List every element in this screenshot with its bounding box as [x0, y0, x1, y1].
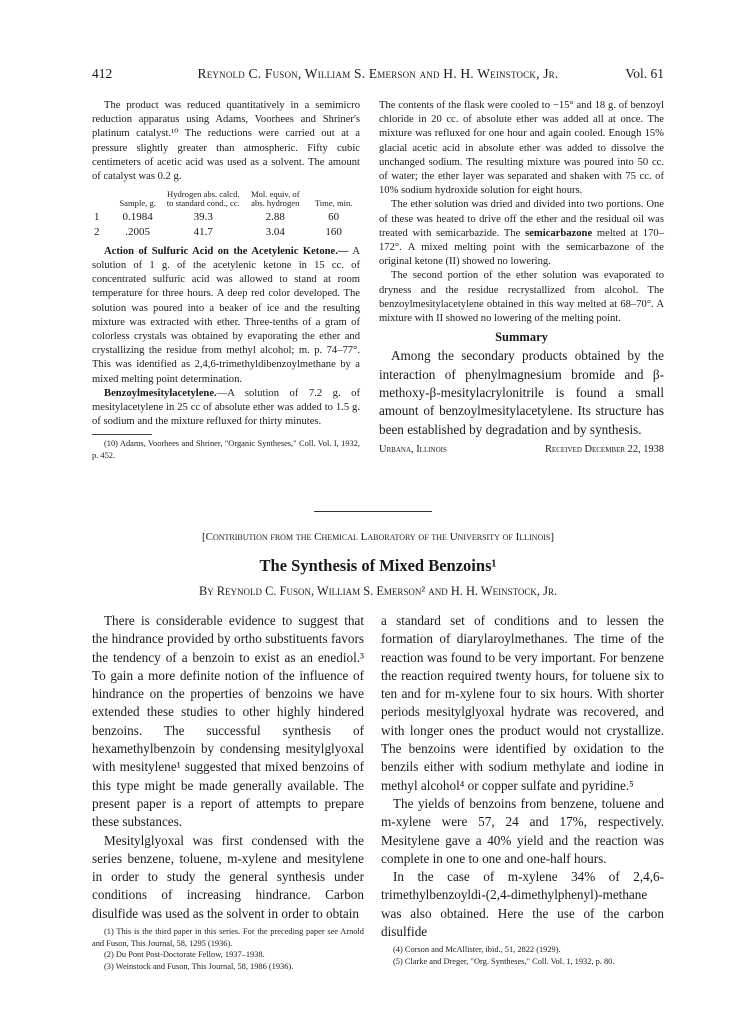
section-heading: Action of Sulfuric Acid on the Acetylenic Ketone.— — [104, 245, 349, 257]
place: Urbana, Illinois — [379, 443, 447, 455]
right-column-bottom — [381, 612, 664, 967]
left-column-top — [92, 99, 360, 461]
paragraph-benzoylmesitylacetylene: Benzoylmesitylacetylene.—A solution of 7.2 g. of mesitylacetylene in 25 cc of absolute ether was added to 1.5 g. of sodium and the mixture refluxed for thirty minutes. — [92, 387, 360, 428]
paragraph-cooling: The contents of the flask were cooled to −15° and 18 g. of benzoyl chloride in 20 cc. of absolute ether was added all at once. The mixture was refluxed for one hour and again cooled. Enough 15% glacial acetic acid in absolute ether was added to dissolve the unchanged sodium. The resulting mixture was poured into 50 cc. of water; the ether layer was separated and shaken with 75 cc. of 10% sodium hydroxide solution for eight hours. — [379, 100, 664, 197]
received-line — [379, 443, 664, 457]
summary-body: Among the secondary products obtained by the interaction of phenylmagnesium bromide and β-methoxy-β-mesitylacrylonitrile is found a small amount of benzoylmesitylacetylene. Its structure has been established by degradation and by synthesis. — [379, 348, 664, 437]
table-cell: 2 — [94, 225, 100, 238]
table-cell: 41.7 — [193, 225, 213, 238]
paragraph-m-xylene: In the case of m-xylene 34% of 2,4,6-trimethylbenzoyldi-(2,4-dimethylphenyl)-methane was also obtained. Here the use of the carbon disulfide — [381, 869, 664, 940]
received-date: Received December 22, 1938 — [545, 443, 664, 455]
table-cell: 1 — [94, 210, 100, 223]
paragraph-conditions: a standard set of conditions and to lessen the formation of diarylaroylmethanes. The time of the reaction was found to be very important. For benzene the reaction required twenty hours, for toluene six to ten and for m-xylene four to six hours. With shorter periods mesitylglyoxal hydrate was recovered, and with longer ones the product would not crystallize. The benzoins were identified by oxidation to the benzils either with sodium methylate and iodine in methyl alcohol⁴ or copper sulfate and pyridine.⁵ — [381, 613, 664, 793]
footnote-4: (4) Corson and McAllister, ibid., 51, 2822 (1929). — [393, 945, 561, 955]
table-cell: 39.3 — [193, 210, 213, 223]
table-cell: 0.1984 — [122, 210, 153, 223]
paragraph-condensation: Mesitylglyoxal was first condensed with the series benzene, toluene, m-xylene and mesitylene in order to study the general synthesis under conditions of increasing hindrance. Carbon disulfide was used as the solvent in order to obtain — [92, 832, 364, 921]
paragraph-introduction: There is considerable evidence to suggest that the hindrance provided by ortho substituents favors the tendency of a benzoin to exist as an enediol.³ To gain a more definite notion of the influence of hindrance on the properties of benzoins we have extended these studies to other highly hindered benzoins. The successful synthesis of hexamethylbenzoin by condensing mesitylglyoxal with mesitylene¹ suggested that mixed benzoins of this type might be made generally available. The present paper is a report of attempts to prepare these substances. — [92, 613, 364, 830]
paragraph-yields: The yields of benzoins from benzene, toluene and m-xylene were 57, 24 and 17%, respectively. Mesitylene gave a 40% yield and the reaction was complete in one to one and one-half hours. — [381, 795, 664, 866]
table-header-time: Time, min. — [314, 198, 353, 209]
contribution-line: [Contribution from the Chemical Laboratory of the University of Illinois] — [201, 531, 555, 543]
left-column-bottom — [92, 612, 364, 972]
running-title: Reynold C. Fuson, William S. Emerson and H. H. Weinstock, Jr. — [197, 66, 559, 81]
article-separator — [314, 511, 432, 512]
paragraph-sulfuric-acid: Action of Sulfuric Acid on the Acetylenic Ketone.— A solution of 1 g. of the acetylenic ketone in 15 cc. of concentrated sulfuric acid was allowed to stand at room temperature for three hours. A deep red color developed. The solution was poured into a beaker of ice and the resulting mixture was extracted with ether. Three-tenths of a gram of colorless crystals was obtained by evaporating the ether and crystallizing the residue from methyl alcohol; m. p. 74–77°. This was identified as 2,4,6-trimethyldibenzoylmethane by a mixed melting point determination. — [92, 245, 360, 385]
paragraph-semicarbazone: The ether solution was dried and divided into two portions. One of these was heated to drive off the ether and the residual oil was treated with semicarbazide. The semicarbazone melted at 170–172°. A mixed melting point with the semicarbazone of the original ketone (II) showed no lowering. — [379, 199, 664, 268]
footnote-2: (2) Du Pont Post-Doctorate Fellow, 1937–1938. — [104, 950, 265, 960]
running-header — [92, 66, 664, 84]
table-cell: 2.88 — [265, 210, 285, 223]
byline: By Reynold C. Fuson, William S. Emerson² and H. H. Weinstock, Jr. — [198, 584, 558, 598]
table-cell: 60 — [328, 210, 340, 223]
footnote-rule — [92, 434, 152, 435]
footnote-10: (10) Adams, Voorhees and Shriner, "Organic Syntheses," Coll. Vol. I, 1932, p. 452. — [92, 439, 360, 460]
table-header-sample: Sample, g. — [119, 198, 156, 209]
table-cell: .2005 — [125, 225, 151, 238]
paragraph-second-portion: The second portion of the ether solution was evaporated to dryness and the residue recrystallized from alcohol. The benzoylmesitylacetylene obtained in this way melted at 68–70°. A mixture with II showed no lowering of the melting point. — [379, 270, 664, 325]
section-heading: Benzoylmesitylacetylene. — [104, 387, 217, 399]
footnote-3: (3) Weinstock and Fuson, This Journal, 58, 1986 (1936). — [104, 961, 294, 971]
footnote-1: (1) This is the third paper in this series. For the preceding paper see Arnold and Fuson, This Journal, 58, 1295 (1936). — [92, 927, 364, 948]
footnote-5: (5) Clarke and Dreger, "Org. Syntheses," Coll. Vol. 1, 1932, p. 80. — [393, 956, 615, 966]
right-column-top — [379, 99, 664, 457]
page-number: 412 — [92, 66, 113, 81]
summary-heading: Summary — [495, 330, 548, 345]
volume-number: Vol. 61 — [625, 66, 664, 81]
table-cell: 160 — [325, 225, 342, 238]
paragraph-reduction: The product was reduced quantitatively in a semimicro reduction apparatus using Adams, Voorhees and Shriner's platinum catalyst.¹⁰ The reductions were carried out at a pressure slightly greater than atmospheric. Fifty cubic centimeters of acetic acid was used as a solvent. The amount of catalyst was 0.2 g. — [92, 100, 360, 183]
table-row — [92, 225, 360, 240]
hydrogenation-table — [92, 190, 360, 240]
table-cell: 3.04 — [265, 225, 285, 238]
table-row — [92, 210, 360, 225]
article-title: The Synthesis of Mixed Benzoins¹ — [259, 556, 497, 575]
table-header-equiv: Mol. equiv. of abs. hydrogen — [250, 189, 300, 209]
table-header-hydrogen: Hydrogen abs. calcd. to standard cond., cc. — [166, 189, 240, 209]
